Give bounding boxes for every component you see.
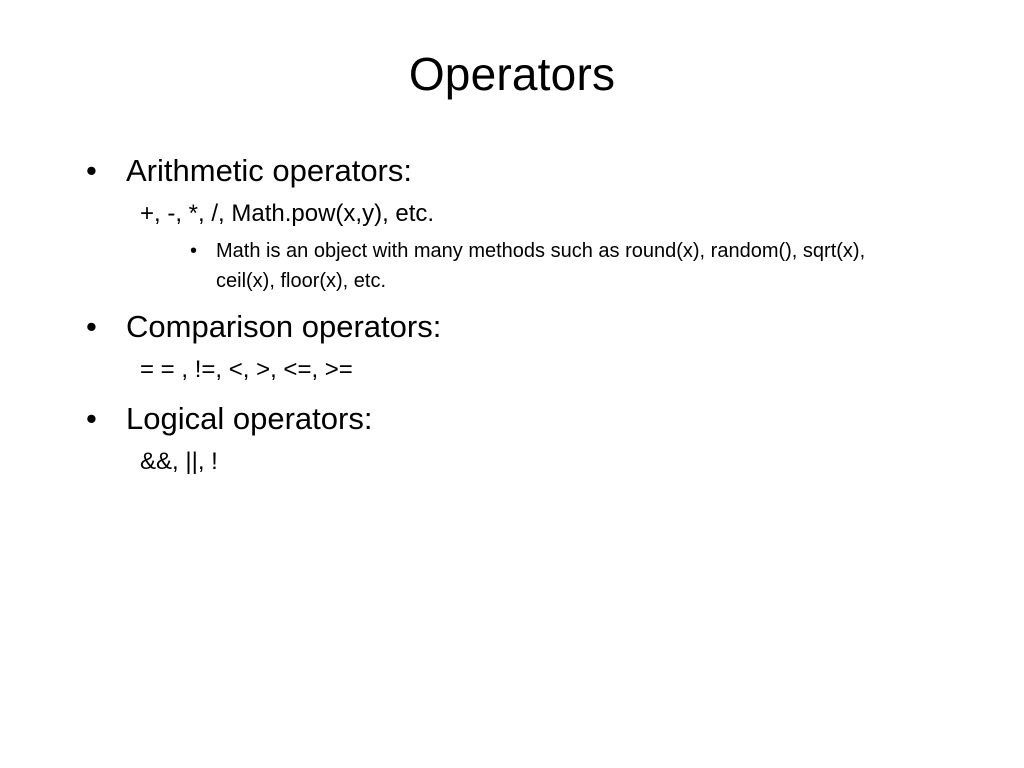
sub-item-logical: &&, ||, ! <box>140 448 218 475</box>
bullet-text: Arithmetic operators: <box>126 153 412 188</box>
subsub-text: Math is an object with many methods such as round(x), random(), sqrt(x), ceil(x), floor(x), etc. <box>216 240 866 292</box>
bullet-icon: • <box>86 401 97 436</box>
bullet-item-arithmetic <box>86 150 906 192</box>
sub-item-arithmetic: +, -, *, /, Math.pow(x,y), etc. <box>140 200 435 227</box>
subsub-item-math-object <box>190 236 876 296</box>
bullet-icon: • <box>190 240 198 262</box>
slide-title: Operators <box>408 48 616 100</box>
bullet-text: Logical operators: <box>126 401 373 436</box>
bullet-icon: • <box>86 153 97 188</box>
sub-item-comparison: = = , !=, <, >, <=, >= <box>140 356 353 383</box>
bullet-item-comparison <box>86 306 906 348</box>
bullet-text: Comparison operators: <box>126 309 442 344</box>
bullet-icon: • <box>86 309 97 344</box>
bullet-list <box>86 150 906 480</box>
bullet-item-logical <box>86 398 906 440</box>
